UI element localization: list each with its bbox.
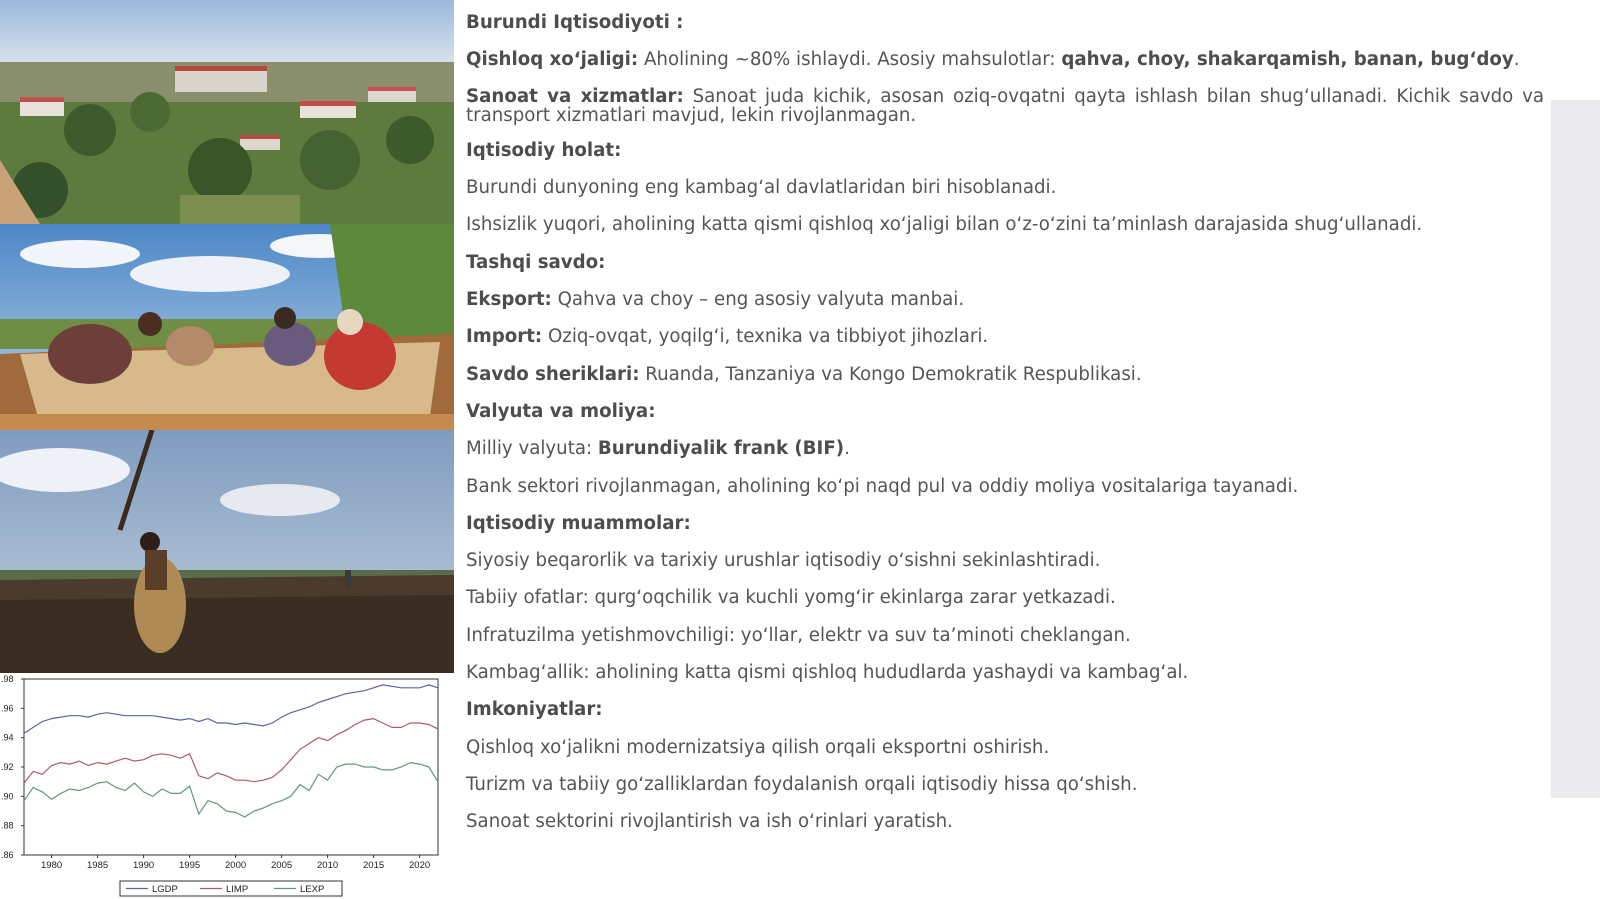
plot-frame: [24, 679, 438, 855]
currency-line: [466, 438, 1544, 460]
agriculture-end: .: [1513, 49, 1520, 71]
agriculture-text: Aholining ~80% ishlaydi. Asosiy mahsulotlar:: [638, 49, 1062, 71]
legend-label: LGDP: [152, 884, 178, 895]
x-tick-label: 2015: [363, 860, 385, 871]
y-tick-label: .98: [1, 675, 14, 684]
banking-line: Bank sektori rivojlanmagan, aholining ko‘pi naqd pul va oddiy moliya vositalariga tayanadi.: [466, 475, 1299, 497]
page-title: Burundi Iqtisodiyoti :: [466, 12, 684, 33]
opportunities-heading: Imkoniyatlar:: [466, 699, 603, 721]
series-line-lexp: [24, 763, 438, 817]
y-tick-label: .92: [1, 762, 14, 772]
agriculture-products: qahva, choy, shakarqamish, banan, bug‘doy: [1061, 49, 1514, 71]
x-tick-label: 1995: [179, 860, 201, 871]
y-tick-label: .90: [1, 791, 14, 802]
opportunity-item-2: Turizm va tabiiy go‘zalliklardan foydalanish orqali iqtisodiy hissa qo‘shish.: [466, 773, 1138, 795]
x-tick-label: 2010: [317, 860, 339, 871]
problem-item-2: Tabiiy ofatlar: qurg‘oqchilik va kuchli yomg‘ir ekinlarga zarar yetkazadi.: [466, 587, 1116, 609]
photo-aerial-town: [0, 0, 454, 224]
x-tick-label: 1985: [87, 860, 109, 871]
problem-item-4: Kambag‘allik: aholining katta qismi qishloq hududlarda yashaydi va kambag‘al.: [466, 662, 1189, 684]
problem-item-1: Siyosiy beqarorlik va tarixiy urushlar iqtisodiy o‘sishni sekinlashtiradi.: [466, 550, 1101, 572]
y-tick-label: .88: [1, 820, 14, 831]
partners-line: [466, 364, 1544, 386]
photo-coffee-sorting: [0, 224, 454, 430]
y-tick-label: .96: [1, 703, 14, 714]
series-line-limp: [24, 719, 438, 784]
currency-name: Burundiyalik frank (BIF): [597, 438, 845, 460]
import-text: Oziq-ovqat, yoqilg‘i, texnika va tibbiyot jihozlari.: [542, 326, 989, 348]
legend-label: LEXP: [300, 884, 325, 895]
econ-state-item-1: Burundi dunyoning eng kambag‘al davlatlaridan biri hisoblanadi.: [466, 177, 1057, 199]
photo-farmer-hoeing: [0, 430, 454, 673]
x-tick-label: 1980: [41, 860, 63, 871]
import-label: Import:: [466, 326, 543, 348]
y-tick-label: .86: [1, 850, 14, 860]
industry-label: Sanoat va xizmatlar:: [466, 85, 684, 107]
side-panel: [1551, 100, 1600, 798]
legend-label: LIMP: [226, 884, 249, 895]
export-text: Qahva va choy – eng asosiy valyuta manbai.: [551, 289, 965, 311]
agriculture-label: Qishloq xo‘jaligi:: [466, 49, 639, 71]
x-tick-label: 1990: [133, 860, 155, 871]
main-content: [466, 12, 1544, 849]
chart-svg: [0, 675, 454, 899]
currency-text: Milliy valyuta:: [466, 438, 598, 460]
problems-heading: Iqtisodiy muammolar:: [466, 512, 691, 534]
opportunity-item-3: Sanoat sektorini rivojlantirish va ish o‘rinlari yaratish.: [466, 811, 953, 833]
industry-text: Sanoat juda kichik, asosan oziq-ovqatni qayta ishlash bilan shug‘ullanadi. Kichik savdo va transport xizmatlari mavjud, lekin rivojlanmagan.: [466, 85, 1544, 126]
partners-text: Ruanda, Tanzaniya va Kongo Demokratik Respublikasi.: [639, 363, 1142, 385]
x-tick-label: 2000: [225, 860, 247, 871]
industry-line: [466, 87, 1544, 125]
currency-end: .: [844, 438, 850, 460]
econ-state-heading: Iqtisodiy holat:: [466, 139, 622, 161]
series-line-lgdp: [24, 685, 438, 733]
currency-heading: Valyuta va moliya:: [466, 400, 656, 422]
x-tick-label: 2020: [409, 860, 431, 871]
x-tick-label: 2005: [271, 860, 293, 871]
partners-label: Savdo sheriklari:: [466, 363, 640, 385]
y-tick-label: .94: [1, 732, 14, 743]
opportunity-item-1: Qishloq xo‘jalikni modernizatsiya qilish orqali eksportni oshirish.: [466, 736, 1050, 758]
economic-line-chart: [0, 675, 454, 899]
trade-heading: Tashqi savdo:: [466, 251, 606, 273]
export-label: Eksport:: [466, 289, 552, 311]
problem-item-3: Infratuzilma yetishmovchiligi: yo‘llar, elektr va suv ta’minoti cheklangan.: [466, 624, 1131, 646]
import-line: [466, 326, 1544, 348]
agriculture-line: [466, 49, 1544, 71]
econ-state-item-2: Ishsizlik yuqori, aholining katta qismi qishloq xo‘jaligi bilan o‘z-o‘zini ta’minlash darajasida shug‘ullanadi.: [466, 214, 1423, 236]
export-line: [466, 289, 1544, 311]
